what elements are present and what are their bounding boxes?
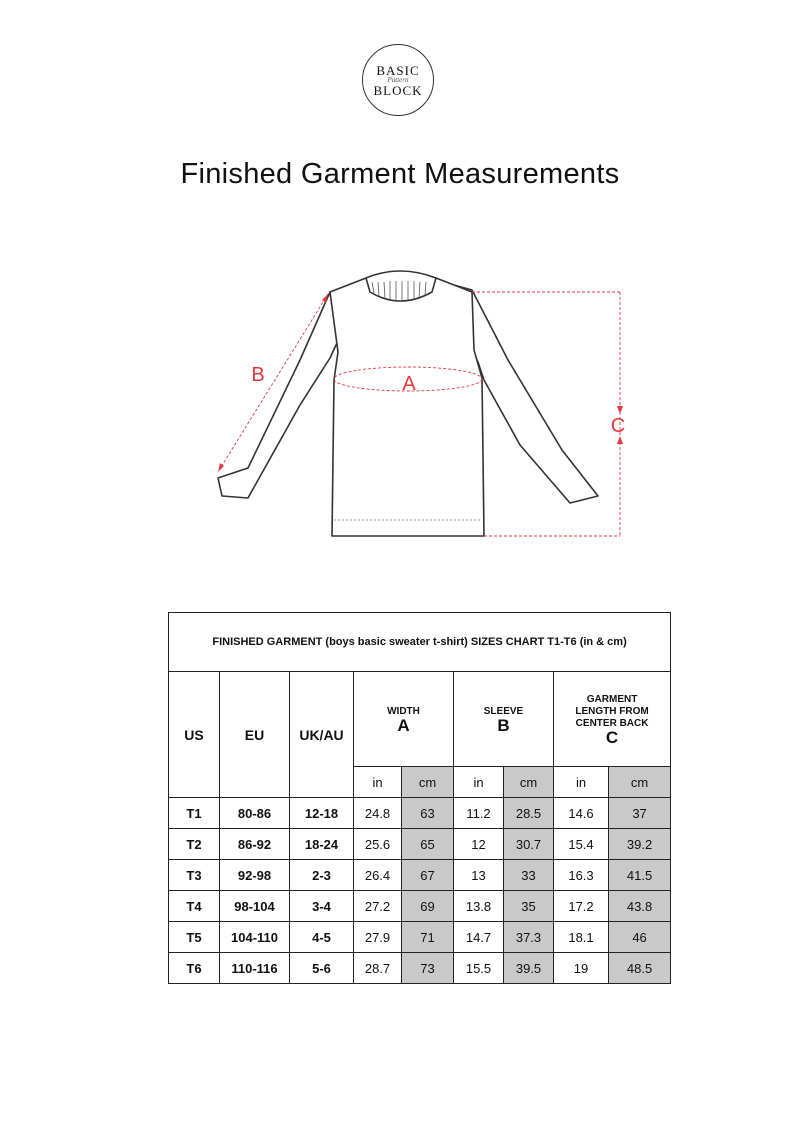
cell-width-in: 28.7 xyxy=(354,953,402,984)
cell-sleeve-cm: 39.5 xyxy=(504,953,554,984)
size-chart-table xyxy=(168,612,671,984)
cell-eu: 92-98 xyxy=(220,860,290,891)
header-us: US xyxy=(169,672,220,798)
cell-length-in: 18.1 xyxy=(554,922,609,953)
cell-width-cm: 69 xyxy=(402,891,454,922)
cell-sleeve-cm: 30.7 xyxy=(504,829,554,860)
table-row xyxy=(169,953,671,984)
cell-sleeve-cm: 28.5 xyxy=(504,798,554,829)
header-length-label: GARMENT LENGTH FROM CENTER BACK xyxy=(575,694,649,729)
header-length-letter: C xyxy=(605,728,619,747)
cell-length-cm: 46 xyxy=(609,922,671,953)
header-ukau: UK/AU xyxy=(290,672,354,798)
cell-us: T6 xyxy=(169,953,220,984)
table-row xyxy=(169,922,671,953)
cell-width-cm: 63 xyxy=(402,798,454,829)
cell-length-in: 15.4 xyxy=(554,829,609,860)
header-width-letter: A xyxy=(397,716,410,735)
unit-length-in: in xyxy=(554,767,609,798)
size-rows xyxy=(169,798,671,984)
cell-sleeve-cm: 33 xyxy=(504,860,554,891)
cell-us: T2 xyxy=(169,829,220,860)
cell-eu: 104-110 xyxy=(220,922,290,953)
cell-width-in: 27.9 xyxy=(354,922,402,953)
width-label: A xyxy=(402,373,416,395)
length-label: C xyxy=(610,415,626,437)
header-sleeve xyxy=(454,672,554,767)
cell-length-in: 17.2 xyxy=(554,891,609,922)
cell-width-cm: 73 xyxy=(402,953,454,984)
garment-diagram xyxy=(0,240,800,560)
cell-width-cm: 67 xyxy=(402,860,454,891)
unit-sleeve-in: in xyxy=(454,767,504,798)
cell-us: T1 xyxy=(169,798,220,829)
cell-eu: 80-86 xyxy=(220,798,290,829)
cell-width-in: 24.8 xyxy=(354,798,402,829)
logo-line-pattern: Pattern xyxy=(387,76,409,84)
table-row xyxy=(169,829,671,860)
header-sleeve-label: SLEEVE xyxy=(483,706,524,717)
cell-width-cm: 65 xyxy=(402,829,454,860)
cell-width-in: 25.6 xyxy=(354,829,402,860)
cell-length-cm: 41.5 xyxy=(609,860,671,891)
cell-eu: 86-92 xyxy=(220,829,290,860)
cell-length-in: 14.6 xyxy=(554,798,609,829)
unit-width-in: in xyxy=(354,767,402,798)
cell-sleeve-in: 13 xyxy=(454,860,504,891)
header-width-label: WIDTH xyxy=(387,706,420,717)
cell-width-in: 26.4 xyxy=(354,860,402,891)
cell-sleeve-in: 13.8 xyxy=(454,891,504,922)
table-row xyxy=(169,860,671,891)
garment-body xyxy=(330,278,484,536)
table-caption: FINISHED GARMENT (boys basic sweater t-shirt) SIZES CHART T1-T6 (in & cm) xyxy=(169,613,671,672)
cell-eu: 98-104 xyxy=(220,891,290,922)
cell-length-cm: 43.8 xyxy=(609,891,671,922)
cell-ukau: 3-4 xyxy=(290,891,354,922)
header-eu: EU xyxy=(220,672,290,798)
cell-us: T5 xyxy=(169,922,220,953)
page-title: Finished Garment Measurements xyxy=(180,158,620,190)
cell-width-cm: 71 xyxy=(402,922,454,953)
cell-length-cm: 48.5 xyxy=(609,953,671,984)
cell-sleeve-cm: 35 xyxy=(504,891,554,922)
header-width xyxy=(354,672,454,767)
cell-length-cm: 37 xyxy=(609,798,671,829)
cell-length-in: 19 xyxy=(554,953,609,984)
cell-ukau: 4-5 xyxy=(290,922,354,953)
cell-ukau: 5-6 xyxy=(290,953,354,984)
table-row xyxy=(169,798,671,829)
table-row xyxy=(169,891,671,922)
cell-sleeve-in: 11.2 xyxy=(454,798,504,829)
logo-line-basic: BASIC xyxy=(376,63,420,78)
unit-width-cm: cm xyxy=(402,767,454,798)
cell-ukau: 12-18 xyxy=(290,798,354,829)
cell-sleeve-cm: 37.3 xyxy=(504,922,554,953)
unit-sleeve-cm: cm xyxy=(504,767,554,798)
header-sleeve-letter: B xyxy=(497,716,510,735)
cell-us: T3 xyxy=(169,860,220,891)
cell-ukau: 18-24 xyxy=(290,829,354,860)
cell-sleeve-in: 14.7 xyxy=(454,922,504,953)
cell-length-cm: 39.2 xyxy=(609,829,671,860)
logo-line-block: BLOCK xyxy=(373,83,423,98)
cell-ukau: 2-3 xyxy=(290,860,354,891)
header-length xyxy=(554,672,671,767)
sleeve-label: B xyxy=(251,364,265,386)
cell-sleeve-in: 12 xyxy=(454,829,504,860)
cell-width-in: 27.2 xyxy=(354,891,402,922)
brand-logo xyxy=(362,44,434,116)
cell-us: T4 xyxy=(169,891,220,922)
cell-length-in: 16.3 xyxy=(554,860,609,891)
unit-length-cm: cm xyxy=(609,767,671,798)
cell-sleeve-in: 15.5 xyxy=(454,953,504,984)
cell-eu: 110-116 xyxy=(220,953,290,984)
